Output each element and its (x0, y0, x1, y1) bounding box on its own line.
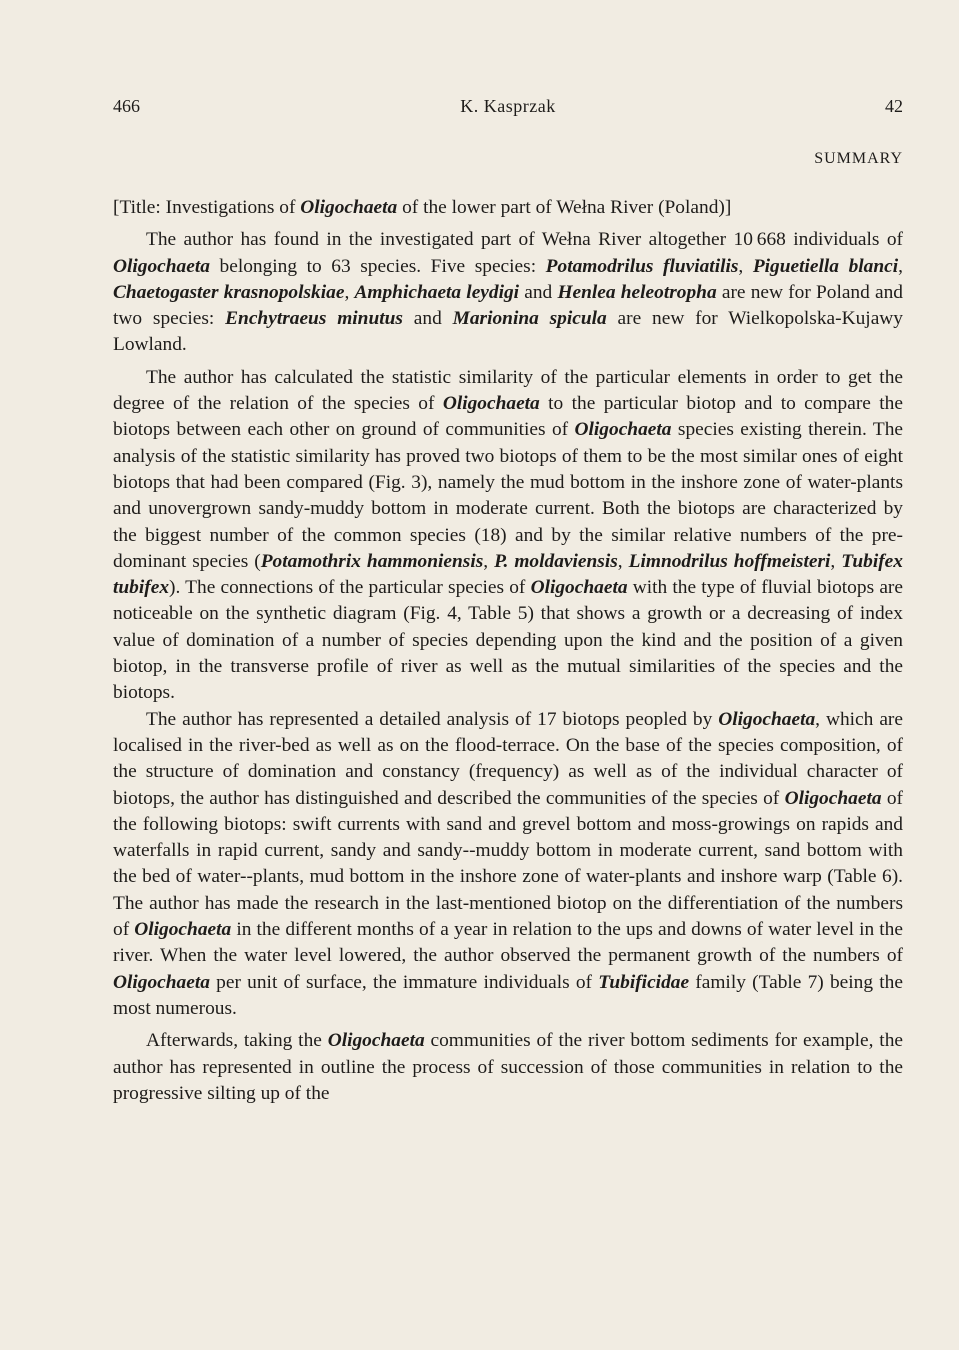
text-run: to the particular biotop and to compare the biotops between each other on ground of communities of (113, 393, 903, 441)
species-name: P. moldaviensis (494, 550, 618, 572)
text-run: , (344, 281, 355, 303)
text-run: , (738, 255, 753, 277)
text-run: are new for Wielkopolska-Kujawy Lowland. (113, 308, 903, 356)
text-run: of the following biotops: swift currents with sand and grevel bottom and moss-growings on rapids and waterfalls in rapid current, sandy and sandy--muddy bottom in moderate current, sand bottom with the bed of water--plants, mud bottom in the inshore zone of water-plants and inshore warp (Table 6). The author has made the research in the last-mentioned biotop on the differentiation of the numbers of (113, 787, 903, 941)
text-run: species existing therein. The analysis of the statistic similarity has proved two biotops of them to be the most similar ones of eight biotops that had been compared (Fig. 3), namely the mud bottom in the inshore zone of water-plants and unovergrown sandy-muddy bottom in moderate current. Both the biotops are characterized by the biggest number of the common species (18) and by the similar relative numbers of the predominant species ( (113, 419, 903, 572)
species-name: Marionina spicula (452, 308, 607, 330)
species-name: Oligochaeta (718, 708, 816, 730)
species-name: Oligochaeta (113, 971, 210, 993)
species-name: Enchytraeus minutus (225, 308, 403, 330)
title-prefix: [Title: Investigations of (113, 197, 301, 218)
text-run: The author has represented a detailed analysis of 17 biotops peopled by (146, 708, 719, 730)
text-run: , (483, 550, 495, 572)
text-run: with the type of fluvial biotops are noticeable on the synthetic diagram (Fig. 4, Table 5) that shows a growth or a decreasing of index value of domination of a number of species depending upon the kind and the position of a given biotop, in the transverse profile of river as well as the mutual similarities of the species and the biotops. (113, 577, 903, 704)
species-name: Henlea heleotropha (557, 281, 717, 303)
species-name: Oligochaeta (134, 919, 232, 941)
text-run: are new for Poland and two species: (113, 281, 903, 330)
species-name: Tubifex tubifex (113, 550, 903, 599)
text-run: , which are localised in the river-bed as well as on the flood-terrace. On the base of the species composition, of the structure of domination and constancy (frequency) as well as of the individual character of biotops, the author has distinguished and described the communities of the species of (113, 708, 903, 809)
text-run: per unit of surface, the immature individuals of (209, 971, 599, 993)
text-run: , (830, 550, 842, 572)
species-name: Potamothrix hammoniensis (260, 550, 484, 572)
text-run: , (898, 255, 903, 277)
species-name: Oligochaeta (327, 1030, 425, 1052)
section-title: SUMMARY (814, 150, 903, 167)
species-name: Oligochaeta (530, 577, 628, 599)
species-name: Piguetiella blanci (752, 255, 899, 277)
text-run: The author has calculated the statistic similarity of the particular elements in order to get the degree of the relation of the species of (113, 366, 903, 415)
species-name: Chaetogaster krasnopolskiae (113, 281, 345, 303)
paragraph-3 (113, 707, 903, 1023)
text-run: and (519, 281, 558, 303)
title-taxon: Oligochaeta (300, 197, 398, 218)
species-name: Potamodrilus fluviatilis (545, 255, 739, 277)
species-name: Oligochaeta (784, 787, 882, 809)
text-run: communities of the river bottom sediments for example, the author has represented in outline the process of succession of those communities in relation to the progressive silting up of the (113, 1030, 903, 1104)
text-run: , (617, 550, 629, 572)
species-name: Oligochaeta (574, 419, 672, 441)
page-number-right: 42 (885, 96, 903, 116)
text-run: belonging to 63 species. Five species: (209, 255, 546, 277)
summary-body (113, 195, 903, 1107)
paragraph-1 (113, 227, 903, 358)
species-name: Limnodrilus hoffmeisteri (628, 550, 831, 572)
running-header (113, 96, 903, 122)
page-number-left: 466 (113, 96, 140, 116)
species-name: Tubificidae (598, 971, 690, 993)
title-suffix: of the lower part of Wełna River (Poland)] (397, 197, 732, 218)
species-name: Oligochaeta (113, 255, 210, 277)
text-run: in the different months of a year in relation to the ups and downs of water level in the river. When the water level lowered, the author observed the permanent growth of the numbers of (113, 919, 903, 967)
text-run: The author has found in the investigated part of Wełna River altogether 10 668 individuals of (146, 229, 903, 251)
paragraph-4 (113, 1028, 903, 1107)
text-run: and (402, 308, 453, 330)
running-head-author: K. Kasprzak (460, 96, 556, 116)
text-run: family (Table 7) being the most numerous. (113, 971, 903, 1019)
text-run: Afterwards, taking the (146, 1030, 328, 1052)
title-line (113, 195, 903, 221)
paragraph-2 (113, 365, 903, 707)
species-name: Oligochaeta (442, 393, 540, 415)
text-run: ). The connections of the particular species of (169, 577, 531, 599)
species-name: Amphichaeta leydigi (354, 281, 520, 303)
